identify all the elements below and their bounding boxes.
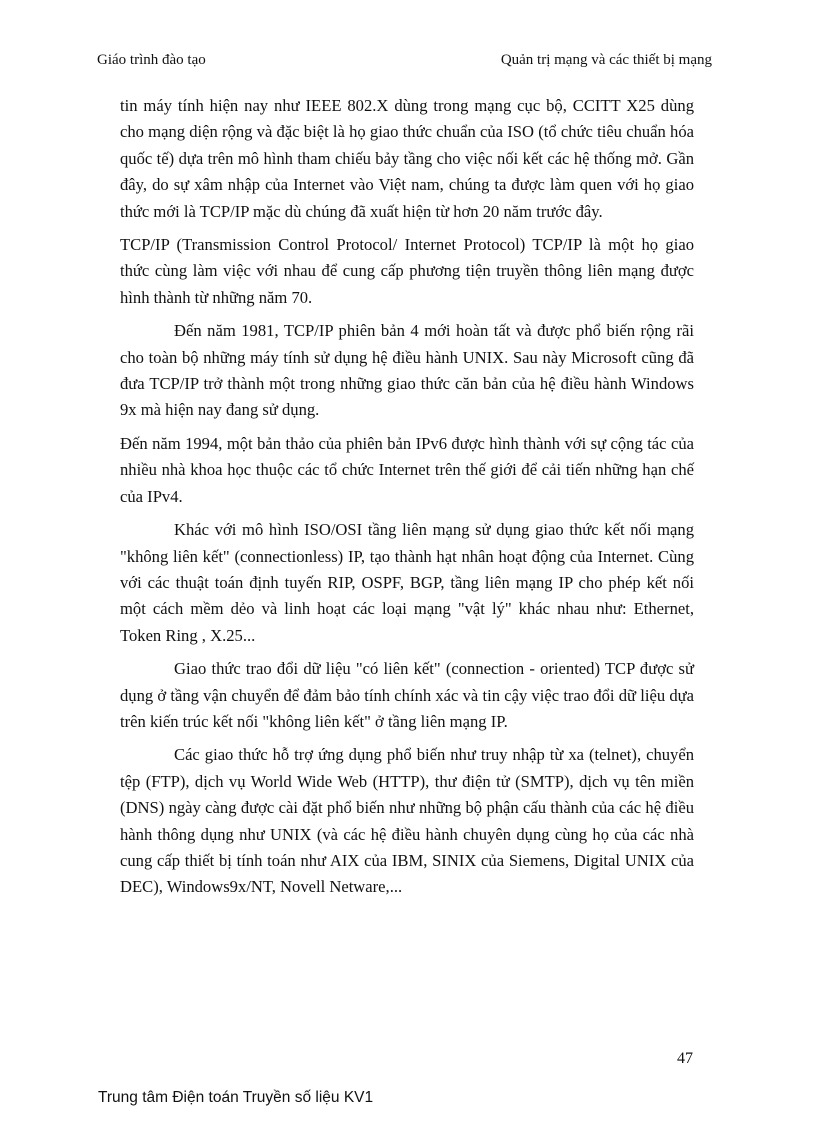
header-course-title: Giáo trình đào tạo — [97, 52, 206, 68]
body-text — [120, 93, 694, 908]
paragraph: TCP/IP (Transmission Control Protocol/ Internet Protocol) TCP/IP là một họ giao thức cùng làm việc với nhau để cung cấp phương tiện truyền thông liên mạng được hình thành từ những năm 70. — [120, 235, 694, 307]
header-book-title: Quản trị mạng và các thiết bị mạng — [500, 52, 712, 68]
footer-organization: Trung tâm Điện toán Truyền số liệu KV1 — [98, 1089, 374, 1106]
paragraph: Khác với mô hình ISO/OSI tầng liên mạng sử dụng giao thức kết nối mạng "không liên kết" (connectionless) IP, tạo thành hạt nhân hoạt động của Internet. Cùng với các thuật toán định tuyến RIP, OSPF, BGP, tầng liên mạng IP cho phép kết nối một cách mềm dẻo và linh hoạt các loại mạng "vật lý" khác nhau như: Ethernet, Token Ring , X.25... — [120, 520, 694, 645]
paragraph: Đến năm 1981, TCP/IP phiên bản 4 mới hoàn tất và được phổ biến rộng rãi cho toàn bộ những máy tính sử dụng hệ điều hành UNIX. Sau này Microsoft cũng đã đưa TCP/IP trở thành một trong những giao thức căn bản của hệ điều hành Windows 9x mà hiện nay đang sử dụng. — [120, 321, 694, 420]
paragraph: Đến năm 1994, một bản thảo của phiên bản IPv6 được hình thành với sự cộng tác của nhiều nhà khoa học thuộc các tổ chức Internet trên thế giới để cải tiến những hạn chế của IPv4. — [120, 433, 694, 506]
paragraph: tin máy tính hiện nay như IEEE 802.X dùng trong mạng cục bộ, CCITT X25 dùng cho mạng diện rộng và đặc biệt là họ giao thức chuẩn của ISO (tổ chức tiêu chuẩn hóa quốc tế) dựa trên mô hình tham chiếu bảy tầng cho việc nối kết các hệ thống mở. Gần đây, do sự xâm nhập của Internet vào Việt nam, chúng ta được làm quen với họ giao thức mới là TCP/IP mặc dù chúng đã xuất hiện từ hơn 20 năm trước đây. — [120, 96, 694, 221]
paragraph: Các giao thức hỗ trợ ứng dụng phổ biến như truy nhập từ xa (telnet), chuyển tệp (FTP), dịch vụ World Wide Web (HTTP), thư điện tử (SMTP), dịch vụ tên miền (DNS) ngày càng được cài đặt phổ biến như những bộ phận cấu thành của các hệ điều hành thông dụng như UNIX (và các hệ điều hành chuyên dụng cùng họ của các nhà cung cấp thiết bị tính toán như AIX của IBM, SINIX của Siemens, Digital UNIX của DEC), Windows9x/NT, Novell Netware,... — [120, 745, 694, 897]
page-number: 47 — [677, 1050, 693, 1067]
paragraph: Giao thức trao đổi dữ liệu "có liên kết" (connection - oriented) TCP được sử dụng ở tầng vận chuyển để đảm bảo tính chính xác và tin cậy việc trao đổi dữ liệu dựa trên kiến trúc kết nối "không liên kết" ở tầng liên mạng IP. — [120, 659, 694, 731]
